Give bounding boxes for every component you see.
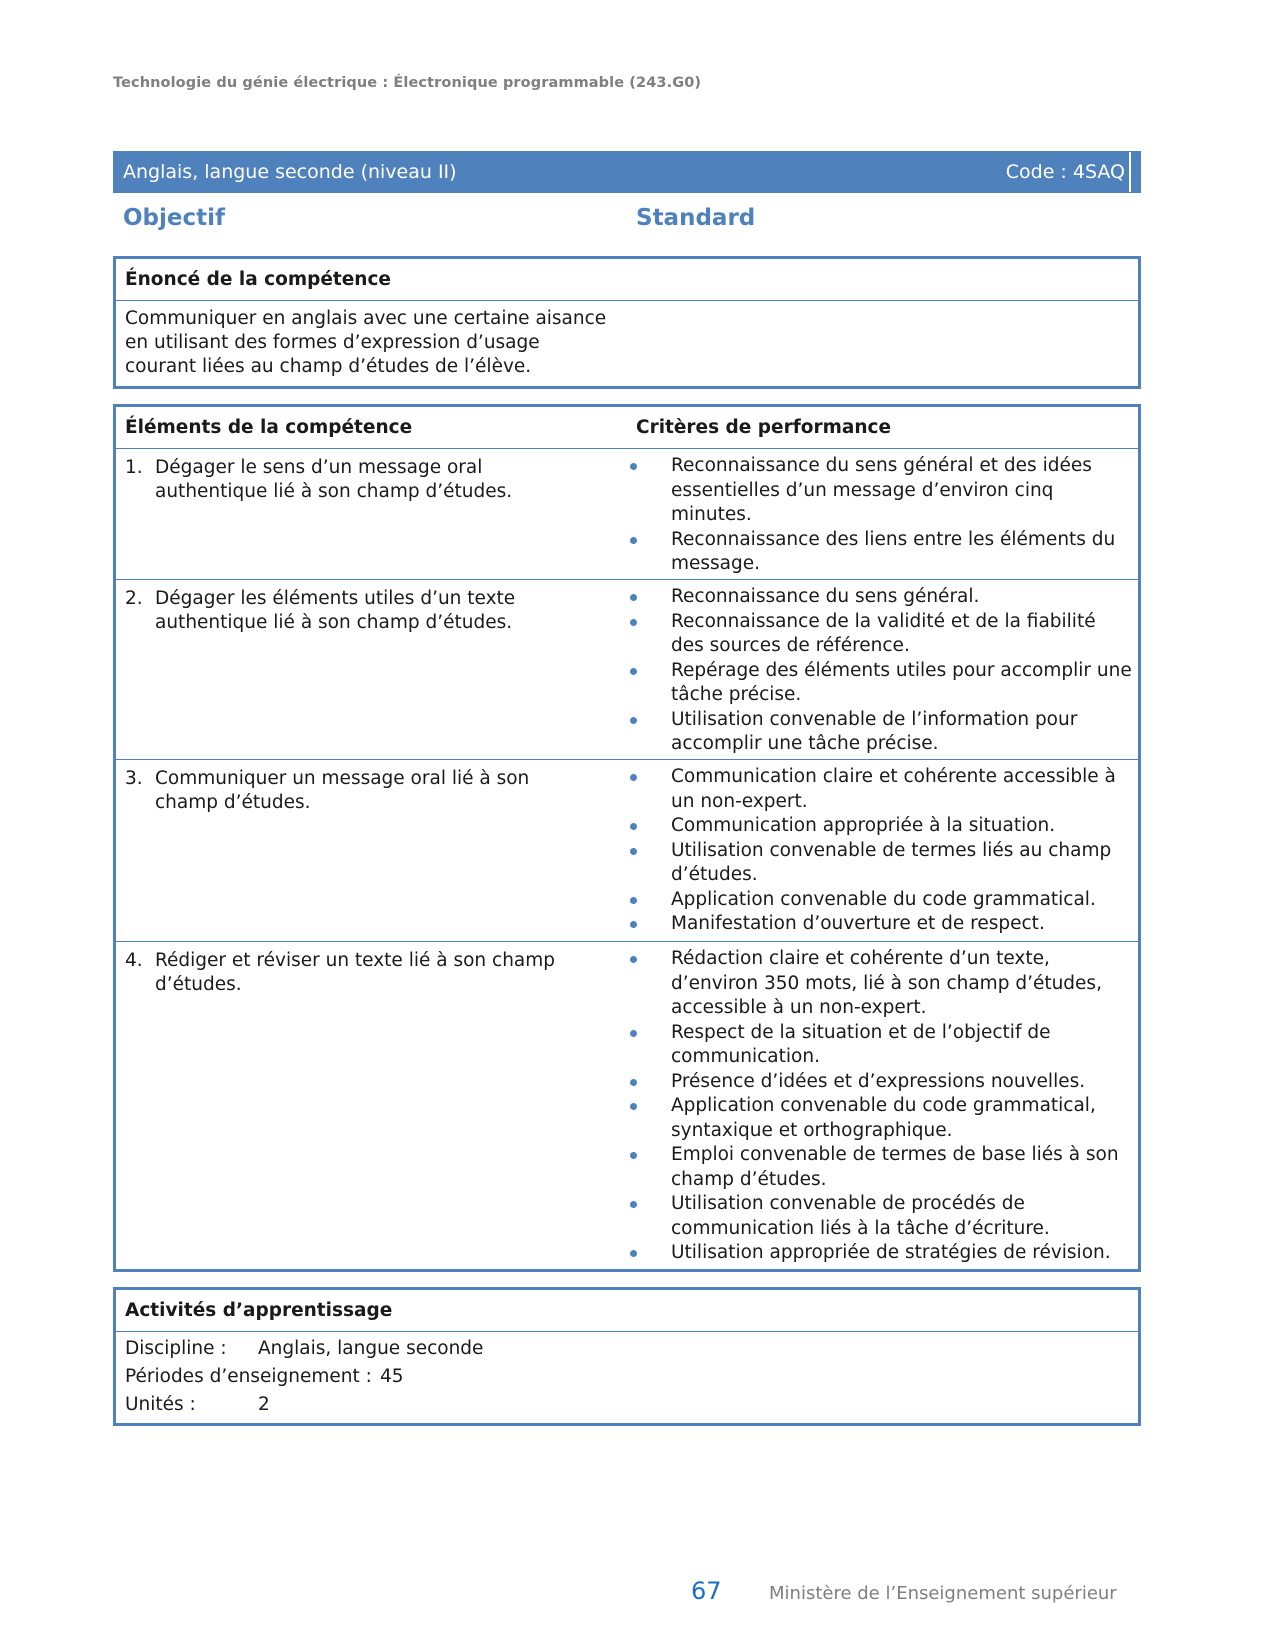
list-item: Utilisation convenable de termes liés au champ d’études. xyxy=(627,839,1132,888)
bullet-icon xyxy=(627,1094,671,1143)
ministry-name: Ministère de l’Enseignement supérieur xyxy=(769,1583,1117,1604)
unites-value: 2 xyxy=(258,1394,270,1415)
discipline-line xyxy=(125,1335,1129,1363)
element-number: 3. xyxy=(125,768,143,789)
bullet-icon xyxy=(627,1021,671,1070)
enonce-header: Énoncé de la compétence xyxy=(116,259,1138,301)
bullet-icon xyxy=(627,839,671,888)
list-item: Reconnaissance du sens général et des idées essentielles d’un message d’environ cinq minutes. xyxy=(627,454,1132,528)
bullet-icon xyxy=(627,585,671,610)
list-item: Repérage des éléments utiles pour accomplir une tâche précise. xyxy=(627,659,1132,708)
periodes-line xyxy=(125,1363,1129,1391)
element-number: 4. xyxy=(125,950,143,971)
table-row xyxy=(116,760,1138,942)
section-titles xyxy=(113,205,1141,239)
bullet-icon xyxy=(627,528,671,577)
bullet-icon xyxy=(627,659,671,708)
running-head: Technologie du génie électrique : Électronique programmable (243.G0) xyxy=(113,75,702,91)
unites-line xyxy=(125,1391,1129,1419)
list-item: Utilisation convenable de l’information pour accomplir une tâche précise. xyxy=(627,708,1132,757)
list-item: Application convenable du code grammatical, syntaxique et orthographique. xyxy=(627,1094,1132,1143)
list-item: Reconnaissance de la validité et de la fiabilité des sources de référence. xyxy=(627,610,1132,659)
list-item: Emploi convenable de termes de base liés à son champ d’études. xyxy=(627,1143,1132,1192)
bullet-icon xyxy=(627,765,671,814)
table-row xyxy=(116,449,1138,580)
element-text: Dégager le sens d’un message oral authentique lié à son champ d’études. xyxy=(155,457,513,502)
bullet-icon xyxy=(627,1143,671,1192)
course-code: Code : 4SAQ xyxy=(1006,152,1131,192)
list-item: Présence d’idées et d’expressions nouvelles. xyxy=(627,1070,1132,1095)
list-item: Reconnaissance des liens entre les éléments du message. xyxy=(627,528,1132,577)
bullet-icon xyxy=(627,610,671,659)
list-item: Communication claire et cohérente accessible à un non-expert. xyxy=(627,765,1132,814)
page-number: 67 xyxy=(691,1577,722,1605)
elements-criteria-table xyxy=(113,404,1141,1272)
activites-header: Activités d’apprentissage xyxy=(116,1290,1138,1332)
bullet-icon xyxy=(627,454,671,528)
criteria-list xyxy=(627,760,1138,941)
list-item: Respect de la situation et de l’objectif de communication. xyxy=(627,1021,1132,1070)
discipline-value: Anglais, langue seconde xyxy=(258,1338,484,1359)
element-text: Rédiger et réviser un texte lié à son champ d’études. xyxy=(155,950,556,995)
enonce-box xyxy=(113,256,1141,389)
bullet-icon xyxy=(627,1070,671,1095)
standard-heading: Standard xyxy=(636,205,756,231)
list-item: Utilisation convenable de procédés de communication liés à la tâche d’écriture. xyxy=(627,1192,1132,1241)
criteria-list xyxy=(627,449,1138,580)
element-text: Dégager les éléments utiles d’un texte authentique lié à son champ d’études. xyxy=(155,588,516,633)
bullet-icon xyxy=(627,947,671,1021)
activites-box xyxy=(113,1287,1141,1426)
page-footer xyxy=(0,1577,1275,1617)
bullet-icon xyxy=(627,888,671,913)
col-elements-header: Éléments de la compétence xyxy=(125,417,413,438)
list-item: Communication appropriée à la situation. xyxy=(627,814,1132,839)
list-item: Reconnaissance du sens général. xyxy=(627,585,1132,610)
element-number: 2. xyxy=(125,588,143,609)
list-item: Utilisation appropriée de stratégies de révision. xyxy=(627,1241,1132,1266)
list-item: Application convenable du code grammatical. xyxy=(627,888,1132,913)
course-title: Anglais, langue seconde (niveau II) xyxy=(123,161,457,183)
element-text: Communiquer un message oral lié à son champ d’études. xyxy=(155,768,530,813)
bullet-icon xyxy=(627,708,671,757)
list-item: Rédaction claire et cohérente d’un texte, d’environ 350 mots, lié à son champ d’études, accessible à un non-expert. xyxy=(627,947,1132,1021)
col-criteres-header: Critères de performance xyxy=(636,417,892,438)
table-header xyxy=(116,407,1138,449)
bullet-icon xyxy=(627,814,671,839)
element-number: 1. xyxy=(125,457,143,478)
table-row xyxy=(116,942,1138,1271)
course-title-bar xyxy=(113,151,1141,193)
enonce-text: Communiquer en anglais avec une certaine aisance en utilisant des formes d’expression d’usage courant liées au champ d’études de l’élève. xyxy=(125,308,607,377)
bullet-icon xyxy=(627,1192,671,1241)
table-row xyxy=(116,580,1138,760)
periodes-value: 45 xyxy=(380,1366,404,1387)
periodes-label: Périodes d’enseignement : xyxy=(125,1366,372,1387)
unites-label: Unités : xyxy=(125,1394,196,1415)
discipline-label: Discipline : xyxy=(125,1338,227,1359)
bullet-icon xyxy=(627,1241,671,1266)
bullet-icon xyxy=(627,912,671,937)
objectif-heading: Objectif xyxy=(123,205,226,231)
criteria-list xyxy=(627,942,1138,1271)
list-item: Manifestation d’ouverture et de respect. xyxy=(627,912,1132,937)
criteria-list xyxy=(627,580,1138,760)
